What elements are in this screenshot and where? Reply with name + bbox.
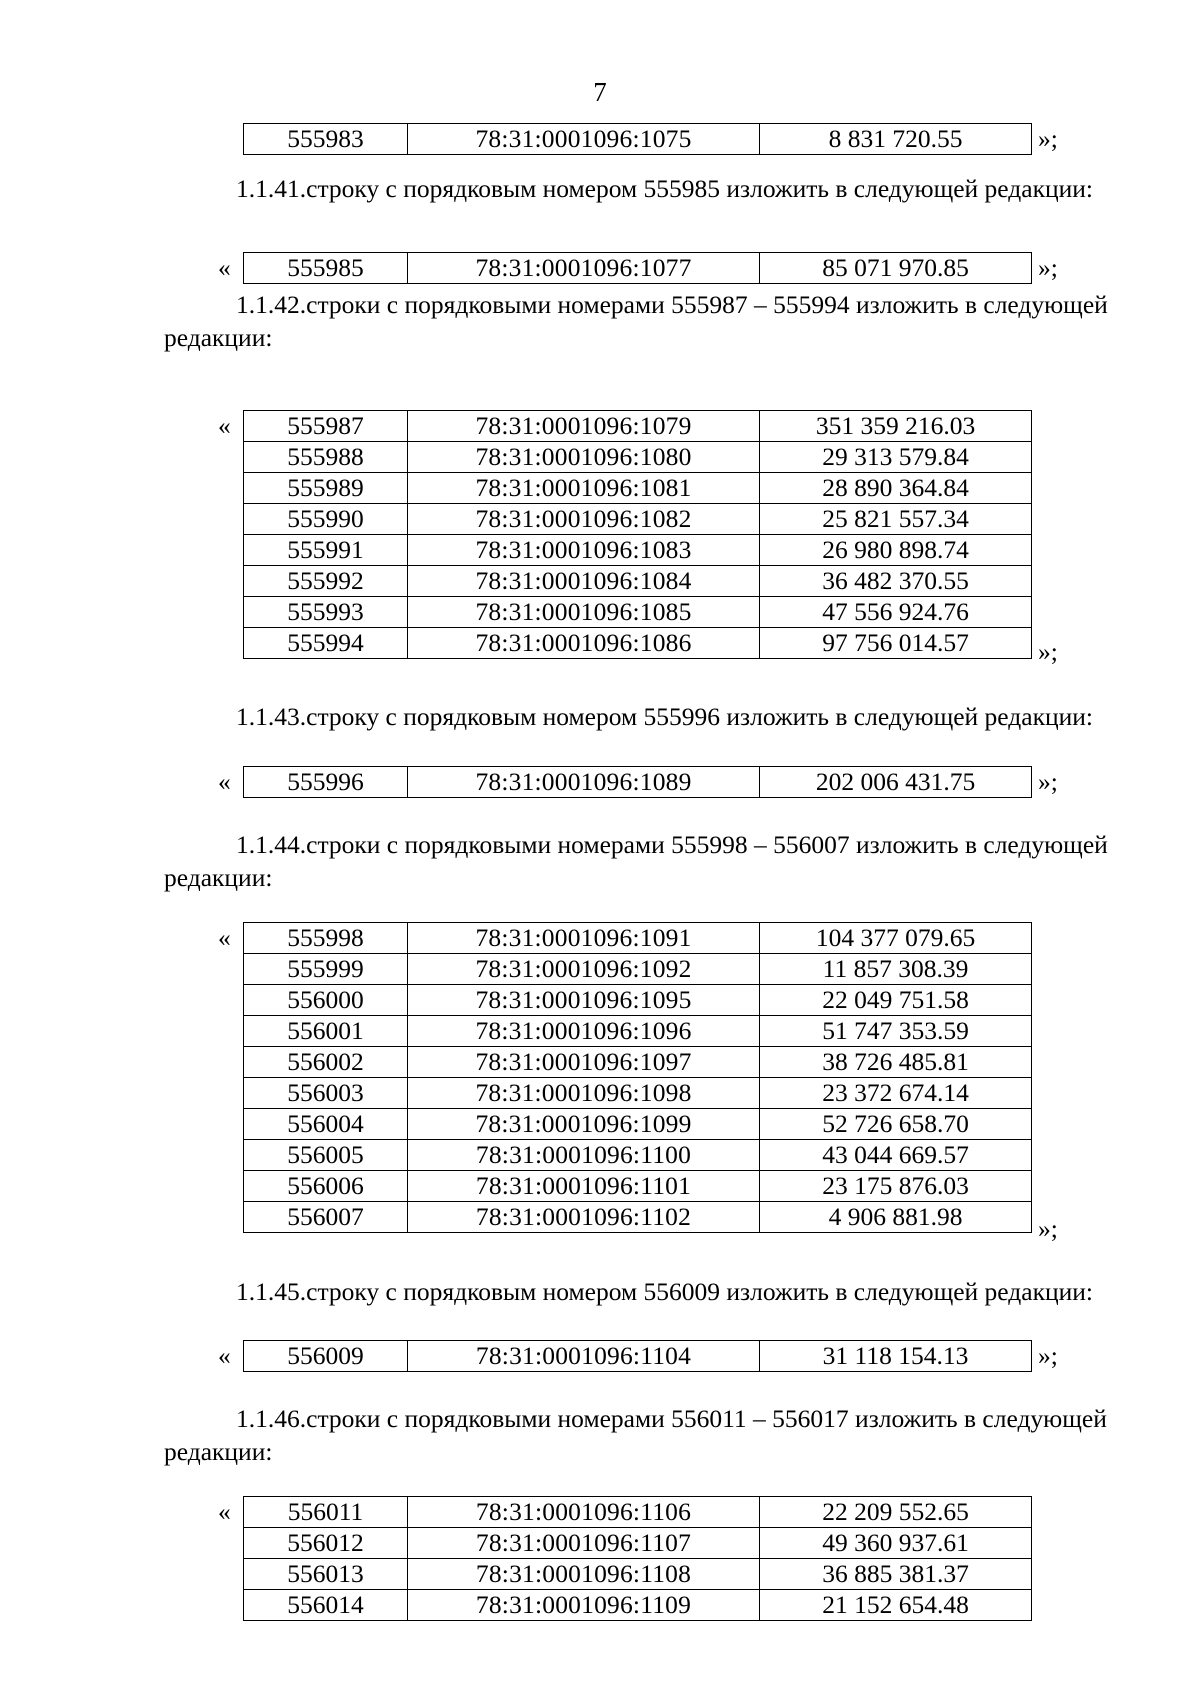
amendment-table [243,252,1032,284]
value-cell: 97 756 014.57 [760,628,1032,659]
value-cell: 31 118 154.13 [760,1341,1032,1372]
value-cell: 22 209 552.65 [760,1497,1032,1528]
value-cell: 36 482 370.55 [760,566,1032,597]
cadastral-number-cell: 78:31:0001096:1082 [408,504,760,535]
open-quote-mark: « [218,923,231,952]
cadastral-number-cell: 78:31:0001096:1107 [408,1528,760,1559]
cadastral-number-cell: 78:31:0001096:1079 [408,411,760,442]
value-cell: 47 556 924.76 [760,597,1032,628]
row-number-cell: 555990 [244,504,408,535]
value-cell: 26 980 898.74 [760,535,1032,566]
row-number-cell: 555985 [244,253,408,284]
amendment-table [243,766,1032,798]
value-cell: 104 377 079.65 [760,923,1032,954]
row-number-cell: 555998 [244,923,408,954]
row-number-cell: 555989 [244,473,408,504]
value-cell: 11 857 308.39 [760,954,1032,985]
cadastral-number-cell: 78:31:0001096:1101 [408,1171,760,1202]
row-number-cell: 555992 [244,566,408,597]
paragraph-instruction: 1.1.43.строку с порядковым номером 555996 изложить в следующей редакции: [236,702,1093,731]
value-cell: 4 906 881.98 [760,1202,1032,1233]
cadastral-number-cell: 78:31:0001096:1104 [408,1341,760,1372]
table-row [244,504,1032,535]
value-cell: 23 175 876.03 [760,1171,1032,1202]
table-row [244,1341,1032,1372]
paragraph-instruction: 1.1.42.строки с порядковыми номерами 555987 – 555994 изложить в следующей редакции: [164,290,1108,352]
table-row [244,1528,1032,1559]
row-number-cell: 556013 [244,1559,408,1590]
table-row [244,411,1032,442]
table-row [244,985,1032,1016]
table-row [244,923,1032,954]
row-number-cell: 556006 [244,1171,408,1202]
close-quote-mark: »; [1038,637,1058,667]
row-number-cell: 555994 [244,628,408,659]
table-row [244,473,1032,504]
row-number-cell: 555988 [244,442,408,473]
cadastral-number-cell: 78:31:0001096:1083 [408,535,760,566]
value-cell: 202 006 431.75 [760,767,1032,798]
close-quote-mark: »; [1038,253,1058,282]
open-quote-mark: « [218,1497,231,1526]
table-row [244,1047,1032,1078]
open-quote-mark: « [218,1341,231,1370]
open-quote-mark: « [218,767,231,796]
table-row [244,535,1032,566]
cadastral-number-cell: 78:31:0001096:1102 [408,1202,760,1233]
amendment-table [243,410,1032,659]
row-number-cell: 556014 [244,1590,408,1621]
row-number-cell: 556000 [244,985,408,1016]
cadastral-number-cell: 78:31:0001096:1092 [408,954,760,985]
table-row [244,1202,1032,1233]
row-number-cell: 555993 [244,597,408,628]
value-cell: 23 372 674.14 [760,1078,1032,1109]
cadastral-number-cell: 78:31:0001096:1099 [408,1109,760,1140]
close-quote-mark: »; [1038,124,1058,153]
cadastral-number-cell: 78:31:0001096:1106 [408,1497,760,1528]
row-number-cell: 555991 [244,535,408,566]
close-quote-mark: »; [1038,1213,1058,1243]
paragraph-instruction: 1.1.41.строку с порядковым номером 555985 изложить в следующей редакции: [236,174,1093,203]
cadastral-number-cell: 78:31:0001096:1085 [408,597,760,628]
amendment-table [243,1340,1032,1372]
table-row [244,954,1032,985]
table-row [244,1171,1032,1202]
table-row [244,1109,1032,1140]
cadastral-number-cell: 78:31:0001096:1098 [408,1078,760,1109]
open-quote-mark: « [218,253,231,282]
value-cell: 25 821 557.34 [760,504,1032,535]
value-cell: 51 747 353.59 [760,1016,1032,1047]
value-cell: 85 071 970.85 [760,253,1032,284]
cadastral-number-cell: 78:31:0001096:1084 [408,566,760,597]
close-quote-mark: »; [1038,1341,1058,1370]
cadastral-number-cell: 78:31:0001096:1081 [408,473,760,504]
table-row [244,1590,1032,1621]
row-number-cell: 555987 [244,411,408,442]
row-number-cell: 556003 [244,1078,408,1109]
row-number-cell: 556009 [244,1341,408,1372]
value-cell: 36 885 381.37 [760,1559,1032,1590]
row-number-cell: 555999 [244,954,408,985]
table-row [244,253,1032,284]
row-number-cell: 556005 [244,1140,408,1171]
value-cell: 28 890 364.84 [760,473,1032,504]
table-row [244,767,1032,798]
cadastral-number-cell: 78:31:0001096:1097 [408,1047,760,1078]
table-row [244,124,1032,155]
paragraph-instruction: 1.1.45.строку с порядковым номером 556009 изложить в следующей редакции: [236,1277,1093,1306]
value-cell: 21 152 654.48 [760,1590,1032,1621]
row-number-cell: 555983 [244,124,408,155]
cadastral-number-cell: 78:31:0001096:1109 [408,1590,760,1621]
row-number-cell: 555996 [244,767,408,798]
paragraph-instruction: 1.1.46.строки с порядковыми номерами 556011 – 556017 изложить в следующей редакции: [164,1404,1107,1466]
open-quote-mark: « [218,411,231,440]
cadastral-number-cell: 78:31:0001096:1077 [408,253,760,284]
row-number-cell: 556012 [244,1528,408,1559]
paragraph-instruction: 1.1.44.строки с порядковыми номерами 555998 – 556007 изложить в следующей редакции: [164,830,1108,892]
value-cell: 43 044 669.57 [760,1140,1032,1171]
row-number-cell: 556004 [244,1109,408,1140]
cadastral-number-cell: 78:31:0001096:1108 [408,1559,760,1590]
table-row [244,1559,1032,1590]
amendment-table [243,922,1032,1233]
cadastral-number-cell: 78:31:0001096:1089 [408,767,760,798]
cadastral-number-cell: 78:31:0001096:1080 [408,442,760,473]
row-number-cell: 556011 [244,1497,408,1528]
page-number: 7 [593,77,607,107]
cadastral-number-cell: 78:31:0001096:1086 [408,628,760,659]
row-number-cell: 556001 [244,1016,408,1047]
table-row [244,628,1032,659]
table-row [244,597,1032,628]
value-cell: 52 726 658.70 [760,1109,1032,1140]
table-row [244,566,1032,597]
cadastral-number-cell: 78:31:0001096:1096 [408,1016,760,1047]
value-cell: 8 831 720.55 [760,124,1032,155]
row-number-cell: 556002 [244,1047,408,1078]
value-cell: 49 360 937.61 [760,1528,1032,1559]
value-cell: 38 726 485.81 [760,1047,1032,1078]
table-row [244,442,1032,473]
cadastral-number-cell: 78:31:0001096:1075 [408,124,760,155]
table-row [244,1016,1032,1047]
value-cell: 22 049 751.58 [760,985,1032,1016]
value-cell: 351 359 216.03 [760,411,1032,442]
close-quote-mark: »; [1038,767,1058,796]
row-number-cell: 556007 [244,1202,408,1233]
cadastral-number-cell: 78:31:0001096:1091 [408,923,760,954]
amendment-table [243,1496,1032,1621]
cadastral-number-cell: 78:31:0001096:1095 [408,985,760,1016]
value-cell: 29 313 579.84 [760,442,1032,473]
table-row [244,1140,1032,1171]
cadastral-number-cell: 78:31:0001096:1100 [408,1140,760,1171]
table-row [244,1497,1032,1528]
table-row [244,1078,1032,1109]
amendment-table [243,123,1032,155]
